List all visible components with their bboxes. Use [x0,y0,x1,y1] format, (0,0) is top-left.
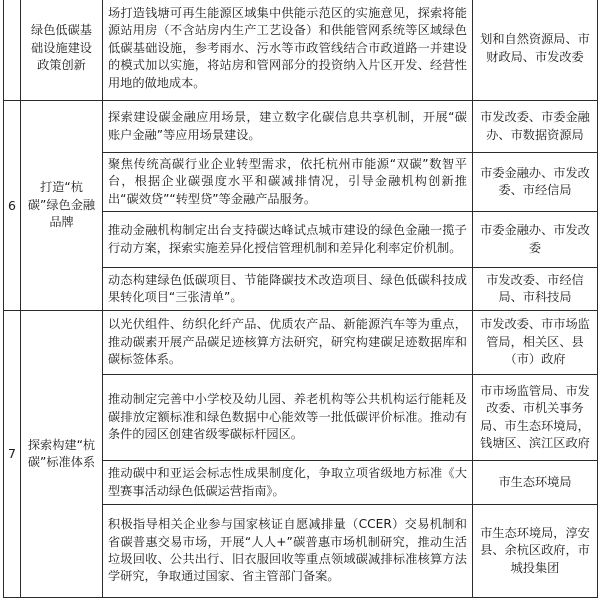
department-cell: 市发改委、市委金融办、市数据资源局 [473,101,598,153]
measure-cell: 场打造钱塘可再生能源区域集中供能示范区的实施意见，探索将能源站用房（不含站房内生产工艺设备）和供能管网系统等区域绿色低碳基础设施，参考雨水、污水等市政管线结合市政道路一并建设的模式加以实施，将站房和管网部分的投资纳入片区开发、经营性用地的做地成本。 [103,0,473,101]
department-cell: 市委金融办、市发改委、市经信局 [473,153,598,212]
table-row [4,0,598,101]
measure-cell: 探索建设碳金融应用场景，建立数字化碳信息共享机制，开展“碳账户金融”等应用场景建设。 [103,101,473,153]
task-cell: 绿色低碳基础设施建设政策创新 [21,0,103,101]
measure-cell: 聚焦传统高碳行业企业转型需求，依托杭州市能源“双碳”数智平台，根据企业碳强度水平和碳减排情况，引导金融机构创新推出“碳效贷”“转型贷”等金融产品服务。 [103,153,473,212]
department-cell: 市生态环境局 [473,461,598,505]
row-number: 7 [4,311,21,598]
department-cell: 市发改委、市市场监管局，相关区、县（市）政府 [473,311,598,375]
measure-cell: 以光伏组件、纺织化纤产品、优质农产品、新能源汽车等为重点，推动碳素开展产品碳足迹核算方法研究，研究构建碳足迹数据库和碳标签体系。 [103,311,473,375]
department-cell: 市市场监管局、市发改委、市机关事务局、市生态环境局，钱塘区、滨江区政府 [473,375,598,461]
table-row [4,101,598,153]
measure-cell: 推动制定完善中小学校及幼儿园、养老机构等公共机构运行能耗及碳排放定额标准和绿色数据中心能效等一批低碳评价标准。推动有条件的园区创建省级零碳标杆园区。 [103,375,473,461]
measure-cell: 推动碳中和亚运会标志性成果制度化，争取立项省级地方标准《大型赛事活动绿色低碳运营指南》。 [103,461,473,505]
task-table [3,0,598,598]
measure-cell: 积极指导相关企业参与国家核证自愿减排量（CCER）交易机制和省碳普惠交易市场，开展“人人+”碳普惠市场机制研究，推动生活垃圾回收、公共出行、旧衣服回收等重点领域碳减排标准核算方法学研究，争取通过国家、省主管部门备案。 [103,505,473,598]
measure-cell: 动态构建绿色低碳项目、节能降碳技术改造项目、绿色低碳科技成果转化项目“三张清单”。 [103,268,473,311]
department-cell: 市生态环境局，淳安县、余杭区政府，市城投集团 [473,505,598,598]
measure-cell: 推动金融机构制定出台支持碳达峰试点城市建设的绿色金融一揽子行动方案，探索实施差异化授信管理机制和差异化利率定价机制。 [103,212,473,268]
task-cell: 探索构建“杭碳”标准体系 [21,311,103,598]
table-row [4,311,598,375]
row-number [4,0,21,101]
department-cell: 市委金融办、市发改委 [473,212,598,268]
department-cell: 市发改委、市经信局、市科技局 [473,268,598,311]
task-cell: 打造“杭碳”绿色金融品牌 [21,101,103,311]
department-cell: 划和自然资源局、市财政局、市发改委 [473,0,598,101]
row-number: 6 [4,101,21,311]
